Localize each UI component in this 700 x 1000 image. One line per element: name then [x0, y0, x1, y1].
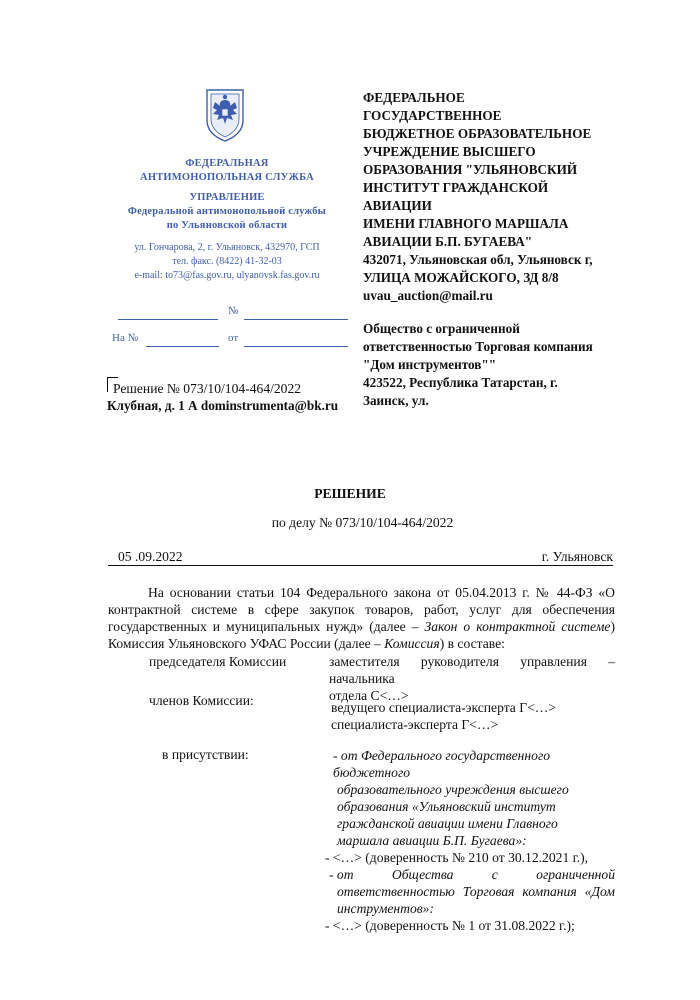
presence-line: инструментов»: — [337, 901, 434, 916]
recipient-line: ИНСТИТУТ ГРАЖДАНСКОЙ — [363, 180, 549, 195]
member-line: ведущего специалиста-эксперта Г<…> — [331, 700, 557, 715]
office-email: e-mail: to73@fas.gov.ru, ulyanovsk.fas.gov.ru — [134, 270, 320, 281]
chair-line: заместителя руководителя управления – начальника — [329, 654, 615, 686]
recipient-email: uvau_auction@mail.ru — [363, 288, 493, 303]
chair-line: отдела С<…> — [329, 688, 409, 703]
presence-line: гражданской авиации имени Главного — [337, 816, 558, 831]
outgoing-date-field — [118, 318, 218, 320]
chair-value — [329, 653, 615, 704]
office-address: ул. Гончарова, 2, г. Ульяновск, 432970, ГСП — [134, 242, 320, 253]
intro-paragraph — [108, 584, 615, 652]
members-label: членов Комиссии: — [149, 693, 254, 708]
outgoing-number-field — [244, 318, 348, 320]
reply-number-field — [146, 345, 219, 347]
presence-word: с — [491, 867, 498, 882]
presence-list — [315, 747, 615, 934]
paragraph-text: Комиссия Ульяновского УФАС России (далее – — [108, 636, 385, 651]
presence-line: образовательного учреждения высшего — [337, 782, 569, 797]
presence-line: - от Федерального государственного бюджетного — [333, 748, 551, 780]
recipient-line: 432071, Ульяновская обл, Ульяновск г, — [363, 252, 593, 267]
office-phone: тел. факс. (8422) 41-32-03 — [172, 256, 282, 267]
members-value — [331, 699, 556, 733]
recipient-line: ОБРАЗОВАНИЯ "УЛЬЯНОВСКИЙ — [363, 162, 578, 177]
recipient-line: "Дом инструментов"" — [363, 357, 497, 372]
presence-label: в присутствии: — [162, 747, 249, 762]
paragraph-text: государственных и муниципальных нужд» (далее – — [108, 619, 425, 634]
reply-date-field — [244, 345, 348, 347]
recipient-line: ИМЕНИ ГЛАВНОГО МАРШАЛА — [363, 216, 569, 231]
representative-line: - <…> (доверенность № 1 от 31.08.2022 г.); — [325, 918, 575, 933]
recipient-line: ГОСУДАРСТВЕННОЕ — [363, 108, 502, 123]
paragraph-text: ) — [610, 619, 615, 634]
presence-line: маршала авиации Б.П. Бугаева»: — [337, 833, 527, 848]
recipient-line: УЧРЕЖДЕНИЕ ВЫСШЕГО — [363, 144, 536, 159]
presence-word: Общества — [391, 867, 454, 882]
recipient-line: 423522, Республика Татарстан, г. — [363, 375, 558, 390]
chair-label: председателя Комиссии — [149, 654, 287, 669]
paragraph-text: ) в составе: — [439, 636, 505, 651]
presence-word: ограниченной — [536, 867, 615, 882]
paragraph-line — [108, 635, 615, 652]
recipient-line: Общество с ограниченной — [363, 321, 520, 336]
member-line: специалиста-эксперта Г<…> — [331, 717, 499, 732]
recipient-line: УЛИЦА МОЖАЙСКОГО, ЗД 8/8 — [363, 270, 559, 285]
law-abbreviation: Закон о контрактной системе — [424, 619, 611, 634]
from-label: от — [228, 332, 239, 344]
decision-title: РЕШЕНИЕ — [314, 486, 386, 501]
representative-line: - <…> (доверенность № 210 от 30.12.2021 г.), — [325, 850, 588, 865]
recipient-address-continuation: Клубная, д. 1 А dominstrumenta@bk.ru — [107, 398, 339, 413]
presence-line: образования «Ульяновский институт — [337, 799, 556, 814]
decision-city: г. Ульяновск — [541, 549, 613, 564]
presence-line: ответственностью Торговая компания «Дом — [337, 884, 615, 899]
office-name-line: УПРАВЛЕНИЕ — [189, 192, 265, 203]
recipient-line: АВИАЦИИ — [363, 198, 432, 213]
office-name-line: Федеральной антимонопольной службы — [127, 206, 327, 217]
office-name — [112, 191, 342, 233]
paragraph-line: контрактной системе в сфере закупок товаров, работ, услуг для обеспечения — [108, 602, 615, 617]
case-number: по делу № 073/10/104-464/2022 — [271, 515, 454, 530]
presence-word: - от — [329, 867, 354, 882]
recipient-line: Заинск, ул. — [363, 393, 429, 408]
recipient-line: БЮДЖЕТНОЕ ОБРАЗОВАТЕЛЬНОЕ — [363, 126, 592, 141]
recipient-line: АВИАЦИИ Б.П. БУГАЕВА" — [363, 234, 533, 249]
agency-name-line: АНТИМОНОПОЛЬНАЯ СЛУЖБА — [140, 172, 314, 183]
recipients-block — [363, 89, 643, 410]
office-name-line: по Ульяновской области — [166, 220, 288, 231]
double-headed-eagle-emblem-icon — [203, 86, 247, 142]
paragraph-line — [108, 618, 615, 635]
recipient-line: ФЕДЕРАЛЬНОЕ — [363, 90, 465, 105]
commission-abbreviation: Комиссия — [384, 636, 440, 651]
date-place-line — [108, 548, 613, 566]
paragraph-line: На основании статьи 104 Федерального закона от 05.04.2013 г. № 44-ФЗ «О — [148, 585, 615, 600]
reply-to-label: На № — [112, 332, 139, 344]
presence-line — [315, 866, 615, 883]
document-reference: Решение № 073/10/104-464/2022 — [113, 381, 302, 396]
agency-name — [112, 157, 342, 185]
decision-date: 05 .09.2022 — [118, 549, 183, 564]
office-contacts — [112, 241, 342, 283]
recipient-line: ответственностью Торговая компания — [363, 339, 593, 354]
agency-name-line: ФЕДЕРАЛЬНАЯ — [185, 158, 269, 169]
number-sign-label: № — [228, 305, 239, 317]
